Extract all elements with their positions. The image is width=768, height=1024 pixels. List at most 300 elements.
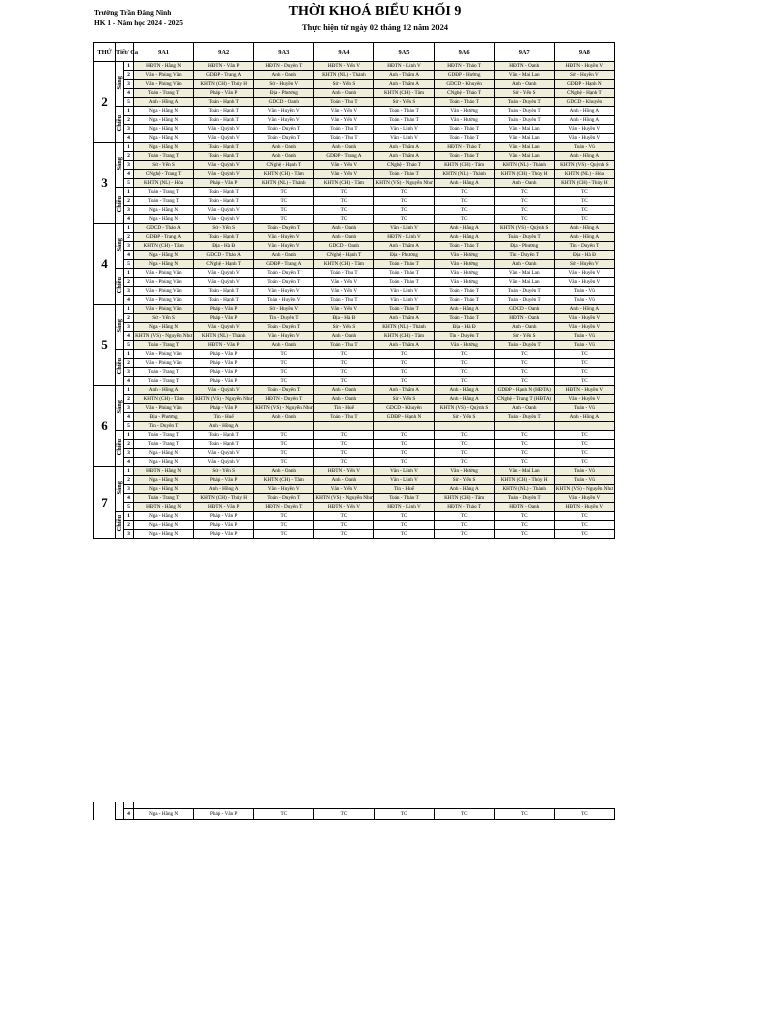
timetable-cell: Toán - Duyên T [494,494,554,503]
period-number: 4 [124,494,134,503]
timetable-row [94,80,615,89]
timetable-cell: Anh - Hằng A [434,395,494,404]
timetable-cell: GDĐP - Hường [434,71,494,80]
timetable-cell: Toán - Thảo T [374,260,434,269]
timetable-cell: Toán - Vũ [554,404,614,413]
timetable-row [94,404,615,413]
timetable-cell: Anh - Hồng A [134,386,194,395]
timetable-cell: GDCD - Thảo A [194,251,254,260]
timetable-cell: TC [434,440,494,449]
period-number: 4 [124,215,134,224]
timetable-cell: TC [434,206,494,215]
timetable-cell: TC [494,512,554,521]
timetable-cell: KHTN (CH) - Tâm [374,89,434,98]
timetable-cell: Pháp - Văn P [194,530,254,539]
timetable-cell: TC [494,377,554,386]
timetable-continuation [93,802,615,820]
timetable-cell [314,422,374,431]
timetable-cell: Toán - Thu T [314,413,374,422]
timetable-cell: HĐTN - Thảo T [434,62,494,71]
session-label-text: Chiều [116,357,123,375]
timetable-cell: Toán - Duyên T [494,98,554,107]
timetable-row [94,431,615,440]
timetable-cell: Anh - Oanh [254,251,314,260]
timetable-cell: TC [494,521,554,530]
timetable-cell: HĐTN - Thảo T [434,143,494,152]
timetable-cell: Toán - Duyên T [254,224,314,233]
timetable-cell: TC [374,206,434,215]
timetable-cell: Toán - Thảo T [374,269,434,278]
timetable-cell: KHTN (CH) - Tâm [434,161,494,170]
timetable-cell: Văn - Linh V [374,476,434,485]
period-number: 2 [124,395,134,404]
timetable-cell: Toán - Thu T [314,341,374,350]
timetable-cell: Toán - Duyên T [254,386,314,395]
period-number: 2 [124,152,134,161]
timetable-cell: HĐTN - Hằng N [134,503,194,512]
timetable-cell: TC [374,512,434,521]
timetable-cell: Toán - Thảo T [434,242,494,251]
timetable-cell: TC [254,530,314,539]
period-number: 5 [124,98,134,107]
col-header-class: 9A7 [494,43,554,62]
timetable-cell: Toán - Hạnh T [194,152,254,161]
timetable-row [94,233,615,242]
timetable-cell: Anh - Thắm A [374,314,434,323]
timetable-cell: TC [434,197,494,206]
timetable-row [94,350,615,359]
timetable-cell: TC [554,530,614,539]
timetable-cell: HĐTN - Oanh [494,503,554,512]
timetable-cell: TC [434,188,494,197]
timetable-cell: Toán - Vũ [554,143,614,152]
timetable-cell: KHTN (VS) - Quỳnh S [554,161,614,170]
timetable-cell: Văn - Phùng Vân [134,80,194,89]
session-label-text: Sáng [116,237,123,252]
timetable-cell: Văn - Huyền V [554,278,614,287]
timetable-cell: HĐTN - Yến V [314,503,374,512]
timetable-cell: Toán - Hạnh T [194,107,254,116]
timetable-row [94,332,615,341]
col-header-class: 9A1 [134,43,194,62]
timetable-cell: HĐTN - Huyền V [554,62,614,71]
timetable-cell: Toán - Duyên T [494,107,554,116]
timetable-cell: Văn - Phùng Vân [134,296,194,305]
timetable-cell: Toán - Duyên T [254,269,314,278]
timetable-cell: Toán - Thảo T [434,134,494,143]
period-number: 1 [124,143,134,152]
timetable-cell: Anh - Oanh [494,323,554,332]
timetable-cell: Văn - Quỳnh V [194,269,254,278]
timetable-cell: Văn - Phùng Vân [134,269,194,278]
timetable-cell: Pháp - Văn P [194,350,254,359]
timetable-cell: KHTN (VS) - Nguyễn Như [135,333,193,339]
timetable-cell: KHTN (CH) - Thủy H [194,80,254,89]
timetable-cell: Văn - Quỳnh V [194,134,254,143]
timetable-cell: TC [434,215,494,224]
timetable-cell: Văn - Mai Lan [494,152,554,161]
timetable-cell: Sử - Huyền V [254,80,314,89]
timetable-cell: TC [374,215,434,224]
timetable-cell: Văn - Phùng Vân [134,278,194,287]
period-number: 1 [124,467,134,476]
timetable-cell: TC [374,521,434,530]
timetable-cell: GDCD - Khuyên [554,98,614,107]
period-number: 4 [124,809,134,820]
timetable-cell: Văn - Mai Lan [494,278,554,287]
timetable-cell: Toán - Thảo T [434,125,494,134]
session-label [116,143,124,188]
timetable-row [94,476,615,485]
timetable-cell: Toán - Thảo T [374,305,434,314]
timetable-row [94,251,615,260]
timetable-cell: Toán - Trang T [134,197,194,206]
timetable-cell: Địa - Phương [254,89,314,98]
timetable-cell: TC [554,359,614,368]
timetable-cell: Anh - Thắm A [374,71,434,80]
timetable-cell: HĐTN - Duyên T [254,395,314,404]
period-number: 4 [124,89,134,98]
timetable-cell: Văn - Quỳnh V [194,206,254,215]
timetable-cell: TC [314,206,374,215]
timetable-cell: Anh - Oanh [314,395,374,404]
period-number: 2 [124,71,134,80]
timetable-cell: Văn - Hường [434,251,494,260]
timetable-cell: Anh - Oanh [254,341,314,350]
timetable-cell: Văn - Hường [434,107,494,116]
timetable-cell: TC [494,359,554,368]
timetable-cell: Văn - Quỳnh V [194,215,254,224]
timetable-cell: Văn - Huyền V [554,125,614,134]
timetable-row [94,395,615,404]
timetable-cell: HĐTN - Linh V [374,233,434,242]
timetable-cell: TC [554,188,614,197]
timetable-cell: TC [254,350,314,359]
period-number: 2 [124,233,134,242]
period-number: 5 [124,260,134,269]
timetable-cell: KHTN (CH) - Tâm [314,260,374,269]
timetable-cell: Văn - Quỳnh V [194,170,254,179]
timetable-cell: TC [374,530,434,539]
timetable-cell: TC [314,368,374,377]
period-number: 2 [124,359,134,368]
timetable-cell: KHTN (NL) - Thành [494,161,554,170]
timetable-cell: Anh - Hồng A [554,152,614,161]
timetable-cell: Anh - Oanh [314,224,374,233]
timetable-cell: KHTN (VS) - Quỳnh S [494,224,554,233]
timetable-cell: KHTN (CH) - Thủy H [494,170,554,179]
timetable-cell: Pháp - Văn P [194,476,254,485]
timetable-cell: TC [554,440,614,449]
col-header-period: Tiết/ Ca [116,43,134,62]
timetable-cell: Văn - Phùng Vân [134,305,194,314]
timetable-cell: TC [554,431,614,440]
timetable-cell: Văn - Yến V [314,287,374,296]
day-label: 4 [94,224,116,305]
timetable-cell [434,422,494,431]
timetable-cell: Nga - Hằng N [134,251,194,260]
timetable-row [94,314,615,323]
timetable-cell: Toán - Thu T [314,269,374,278]
timetable-cell: TC [374,431,434,440]
timetable-cell: Văn - Yến V [314,305,374,314]
timetable-cell: Anh - Oanh [254,71,314,80]
timetable-cell: KHTN (CH) - Thủy H [194,494,254,503]
timetable-cell: TC [434,809,494,820]
timetable-cell: Anh - Thắm A [374,152,434,161]
timetable-cell: Văn - Mai Lan [494,134,554,143]
timetable-cell: HĐTN - Linh V [374,62,434,71]
timetable-cell: TC [494,458,554,467]
timetable-cell: Anh - Hằng A [434,233,494,242]
timetable-cell: TC [494,440,554,449]
timetable-cell: Toán - Hạnh T [194,197,254,206]
timetable-cell: TC [314,377,374,386]
timetable-cell: Sử - Huyền V [254,305,314,314]
timetable-cell: GDĐP - Trang A [194,71,254,80]
col-header-class: 9A8 [554,43,614,62]
timetable-cell: CNghệ - Hạnh T [314,251,374,260]
timetable-cell: Anh - Oanh [254,413,314,422]
timetable-cell: Sử - Yến S [494,89,554,98]
timetable-cell: Văn - Huyền V [254,107,314,116]
timetable-cell: Anh - Hồng A [554,116,614,125]
timetable-cell: KHTN (NL) - Thành [254,179,314,188]
timetable-cell [494,422,554,431]
timetable-cell: CNghệ - Hạnh T [554,89,614,98]
timetable-cell: KHTN (NL) - Hòa [554,170,614,179]
timetable-cell: Sử - Yến S [374,395,434,404]
timetable-cell: TC [314,188,374,197]
timetable-cell: TC [494,206,554,215]
timetable-cell: KHTN (NL) - Thành [374,323,434,332]
timetable-cell: Pháp - Văn P [194,89,254,98]
session-label [116,305,124,350]
timetable-cell: Toán - Thu T [314,125,374,134]
timetable-cell [374,422,434,431]
timetable-cell: Toán - Hạnh T [194,296,254,305]
period-number: 3 [124,242,134,251]
timetable-cell: Nga - Hằng N [134,323,194,332]
timetable-cell [554,422,614,431]
timetable-row [94,134,615,143]
timetable-cell: Toán - Trang T [134,341,194,350]
timetable-cell: Toán - Thu T [314,134,374,143]
timetable-cell: Anh - Hằng A [434,224,494,233]
period-number: 4 [124,413,134,422]
timetable-cell: HĐTN - Oanh [494,314,554,323]
page-subtitle: Thực hiện từ ngày 02 tháng 12 năm 2024 [302,23,448,32]
timetable-row [94,368,615,377]
timetable-row [94,89,615,98]
timetable-cell: TC [554,809,614,820]
period-number: 3 [124,161,134,170]
timetable-cell: Nga - Hằng N [134,125,194,134]
period-number: 1 [124,431,134,440]
timetable-cell: KHTN (VS) - Quỳnh S [434,404,494,413]
session-label-text: Chiều [116,276,123,294]
timetable-cell: Văn - Huyền V [554,269,614,278]
timetable-cell: KHTN (CH) - Tâm [254,476,314,485]
timetable-cell: Anh - Thắm A [374,80,434,89]
timetable-cell: Anh - Hằng A [434,485,494,494]
timetable-row [94,143,615,152]
timetable-cell: Nga - Hằng N [134,134,194,143]
timetable-cell: Pháp - Văn P [194,359,254,368]
timetable-cell: Tin - Huế [314,404,374,413]
period-number: 3 [124,530,134,539]
timetable-cell: Sử - Yến S [314,80,374,89]
timetable-cell: TC [554,377,614,386]
period-number: 2 [124,476,134,485]
timetable-cell: Anh - Thắm A [374,341,434,350]
timetable-cell: Anh - Oanh [314,89,374,98]
timetable-cell: TC [494,215,554,224]
timetable-cell: GDCD - Oanh [254,98,314,107]
timetable-row [94,377,615,386]
timetable-cell: GDĐP - Trang A [254,260,314,269]
timetable-cell: Toán - Vũ [554,341,614,350]
timetable-cell: Toán - Duyên T [254,134,314,143]
timetable-row [94,521,615,530]
timetable-cell: Toán - Trang T [134,152,194,161]
timetable-cell: Sử - Yến S [194,224,254,233]
timetable-cell: TC [554,350,614,359]
timetable-row [94,458,615,467]
timetable-cell: TC [434,431,494,440]
timetable-cell: Toán - Thảo T [374,107,434,116]
timetable-cell: Toán - Duyên T [494,233,554,242]
timetable-row [94,215,615,224]
timetable-cell: Toán - Thu T [314,98,374,107]
timetable-cell: Anh - Oanh [254,143,314,152]
timetable-cell: TC [314,521,374,530]
timetable-cell: TC [434,458,494,467]
timetable-row [94,170,615,179]
timetable-cell: Toán - Hạnh T [194,143,254,152]
session-label [116,467,124,512]
timetable-cell: TC [554,197,614,206]
timetable-cell: Toán - Duyên T [494,413,554,422]
timetable-cell: Anh - Hồng A [134,98,194,107]
timetable-cell: TC [314,809,374,820]
timetable-row [94,467,615,476]
timetable-cell: Địa - Hà Đ [434,323,494,332]
timetable-cell: TC [494,188,554,197]
timetable-cell: Nga - Hằng N [134,116,194,125]
timetable-cell: Sử - Yến S [314,323,374,332]
timetable-cell: Toán - Duyên T [254,323,314,332]
timetable-row [94,152,615,161]
continuation-row [94,809,615,820]
timetable-row [94,188,615,197]
timetable-cell: Văn - Huyền V [254,485,314,494]
timetable-cell: Văn - Phùng Vân [134,350,194,359]
term-label: HK 1 - Năm học 2024 - 2025 [94,18,183,27]
timetable-cell: Nga - Hằng N [134,449,194,458]
timetable-cell: KHTN (CH) - Thủy H [554,179,614,188]
period-number: 4 [124,377,134,386]
timetable-cell: HĐTN - Thảo T [434,503,494,512]
timetable-cell: Toán - Thảo T [434,152,494,161]
timetable-cell: TC [374,359,434,368]
timetable-cell: TC [254,440,314,449]
timetable-cell: Văn - Huyền V [554,323,614,332]
timetable-cell: Văn - Linh V [374,287,434,296]
timetable-cell: HĐTN - Văn P [194,503,254,512]
timetable-cell: Tin - Duyên T [494,251,554,260]
timetable-cell: Văn - Yến V [314,170,374,179]
timetable-cell: Nga - Hằng N [134,530,194,539]
timetable-cell: Văn - Quỳnh V [194,161,254,170]
timetable-cell: Toán - Duyên T [494,116,554,125]
timetable-cell: Toán - Duyên T [494,296,554,305]
period-number: 3 [124,125,134,134]
timetable-cell: Anh - Hồng A [554,305,614,314]
timetable-cell: Sử - Yến S [134,314,194,323]
timetable-cell: Toán - Hạnh T [194,233,254,242]
timetable-cell: KHTN (CH) - Tâm [134,242,194,251]
timetable-cell: Văn - Yến V [314,116,374,125]
timetable-cell: GDCD - Oanh [494,305,554,314]
timetable-cell: Anh - Hằng A [434,305,494,314]
timetable-cell: Địa - Phương [134,413,194,422]
timetable-cell: TC [434,521,494,530]
timetable-cell: GDĐP - Trang A [134,233,194,242]
timetable-cell: Nga - Hằng N [134,809,194,820]
timetable-cell: Văn - Hường [434,341,494,350]
timetable-cell: Toán - Trang T [134,440,194,449]
timetable-cell: Sử - Yến S [134,161,194,170]
timetable-cell: KHTN (NL) - Thành [434,170,494,179]
timetable-cell: Anh - Hồng A [554,233,614,242]
day-label: 6 [94,386,116,467]
timetable-cell: Toán - Huyền V [254,296,314,305]
timetable-cell: Văn - Yến V [314,161,374,170]
timetable-cell: CNghệ - Hạnh T [194,260,254,269]
timetable-cell: TC [374,350,434,359]
timetable-cell: Văn - Linh V [374,125,434,134]
timetable-cell: TC [374,440,434,449]
timetable-cell: CNghệ - Trang T [134,170,194,179]
period-number: 1 [124,305,134,314]
timetable-row [94,116,615,125]
timetable-cell: TC [494,449,554,458]
timetable-cell: Văn - Quỳnh V [194,458,254,467]
timetable-cell: Văn - Huyền V [254,242,314,251]
col-header-class: 9A2 [194,43,254,62]
timetable-cell: TC [314,359,374,368]
timetable-cell: TC [434,359,494,368]
timetable-cell: Nga - Hằng N [134,260,194,269]
timetable-cell: TC [494,530,554,539]
timetable-cell: TC [554,206,614,215]
timetable-cell: Văn - Quỳnh V [194,323,254,332]
timetable-cell: Pháp - Văn P [194,512,254,521]
timetable-row [94,530,615,539]
timetable-cell: Toán - Thảo T [374,278,434,287]
timetable-cell: Tin - Duyên T [554,242,614,251]
session-label-text: Sáng [116,480,123,495]
timetable-cell: Pháp - Văn P [194,314,254,323]
timetable-row [94,125,615,134]
timetable-cell: Toán - Duyên T [254,494,314,503]
timetable-cell: Tin - Duyên T [434,332,494,341]
timetable-cell: Anh - Oanh [254,467,314,476]
period-number: 1 [124,107,134,116]
session-label-text: Chiều [116,515,123,532]
timetable-row [94,71,615,80]
